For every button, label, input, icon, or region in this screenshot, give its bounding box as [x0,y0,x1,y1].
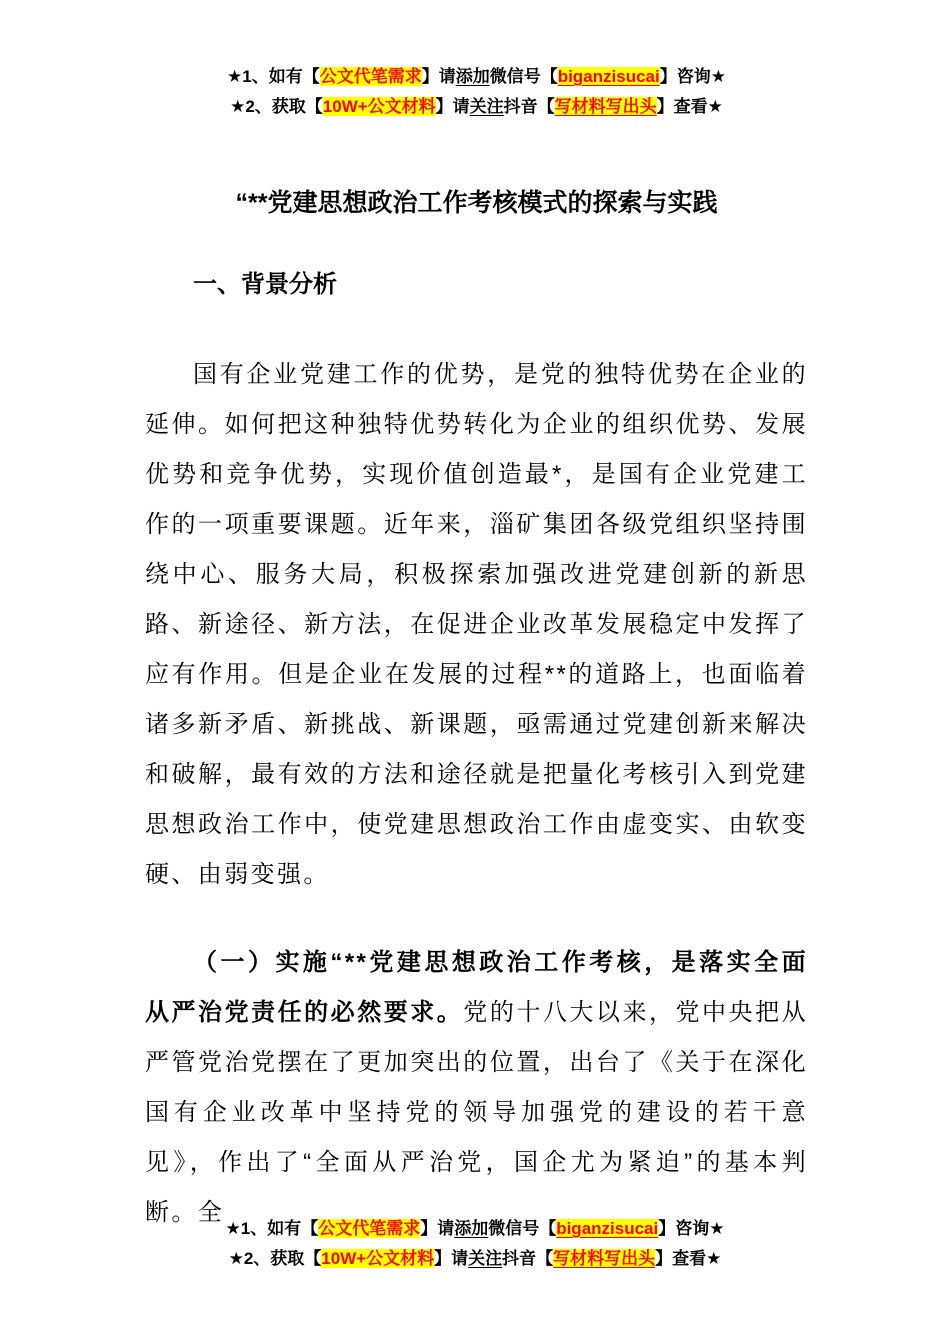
promo-text: 】查看★ [655,1249,722,1268]
promo-text: 抖音【 [502,1249,554,1268]
promo-highlight-douyin-id: 写材料写出头 [553,1249,656,1268]
promo-underlined-action: 添加 [455,67,490,86]
promo-header [145,62,808,122]
paragraph-2-body: 党的十八大以来，党中央把从严管党治党摆在了更加突出的位置，出台了《关于在深化国有企业改革中坚持党的领导加强党的建设的若干意见》，作出了“全面从严治党，国企尤为紧迫”的基本判断。全 [145,999,808,1226]
promo-text: 微信号【 [488,1219,557,1238]
promo-text: 微信号【 [489,67,558,86]
promo-text: 】咨询★ [659,67,726,86]
document-title: “**党建思想政治工作考核模式的探索与实践 [235,189,718,217]
promo-highlight-materials: 10W+公文材料 [321,1249,435,1268]
promo-text: 】请 [420,1219,455,1238]
promo-highlight-materials: 10W+公文材料 [322,97,436,116]
promo-underlined-action: 关注 [469,97,504,116]
promo-highlight-wechat-id: biganzisucai [556,1219,659,1238]
promo-text: ★1、如有【 [225,1219,319,1238]
promo-highlight-wechat-id: biganzisucai [557,67,660,86]
promo-text: ★2、获取【 [230,97,323,116]
promo-footer-line-2 [0,1244,950,1274]
promo-text: 】请 [435,97,470,116]
promo-footer [0,1214,950,1274]
paragraph-2 [145,938,808,1238]
promo-text: 】请 [434,1249,469,1268]
promo-highlight-service: 公文代笔需求 [319,67,422,86]
promo-header-line-1 [145,62,808,92]
promo-text: 】请 [421,67,456,86]
promo-underlined-action: 添加 [454,1219,489,1238]
promo-highlight-douyin-id: 写材料写出头 [554,97,657,116]
promo-text: 抖音【 [503,97,555,116]
promo-text: ★2、获取【 [228,1249,322,1268]
paragraph-1: 国有企业党建工作的优势，是党的独特优势在企业的延伸。如何把这种独特优势转化为企业的组织优势、发展优势和竞争优势，实现价值创造最*，是国有企业党建工作的一项重要课题。近年来，淄矿集团各级党组织坚持围绕中心、服务大局，积极探索加强改进党建创新的新思路、新途径、新方法，在促进企业改革发展稳定中发挥了应有作用。但是企业在发展的过程**的道路上，也面临着诸多新矛盾、新挑战、新课题，亟需通过党建创新来解决和破解，最有效的方法和途径就是把量化考核引入到党建思想政治工作中，使党建思想政治工作由虚变实、由软变硬、由弱变强。 [145,361,808,888]
promo-highlight-service: 公文代笔需求 [318,1219,421,1238]
promo-header-line-2 [145,92,808,122]
promo-footer-line-1 [0,1214,950,1244]
promo-underlined-action: 关注 [468,1249,503,1268]
section-heading: 一、背景分析 [193,271,337,298]
promo-text: 】咨询★ [658,1219,725,1238]
promo-text: 】查看★ [656,97,723,116]
paragraph-2-bold-lead: （一）实施“**党建思想政治工作考核，是落实全面从严治党责任的必然要求。 [145,949,808,1026]
promo-text: ★1、如有【 [227,67,320,86]
